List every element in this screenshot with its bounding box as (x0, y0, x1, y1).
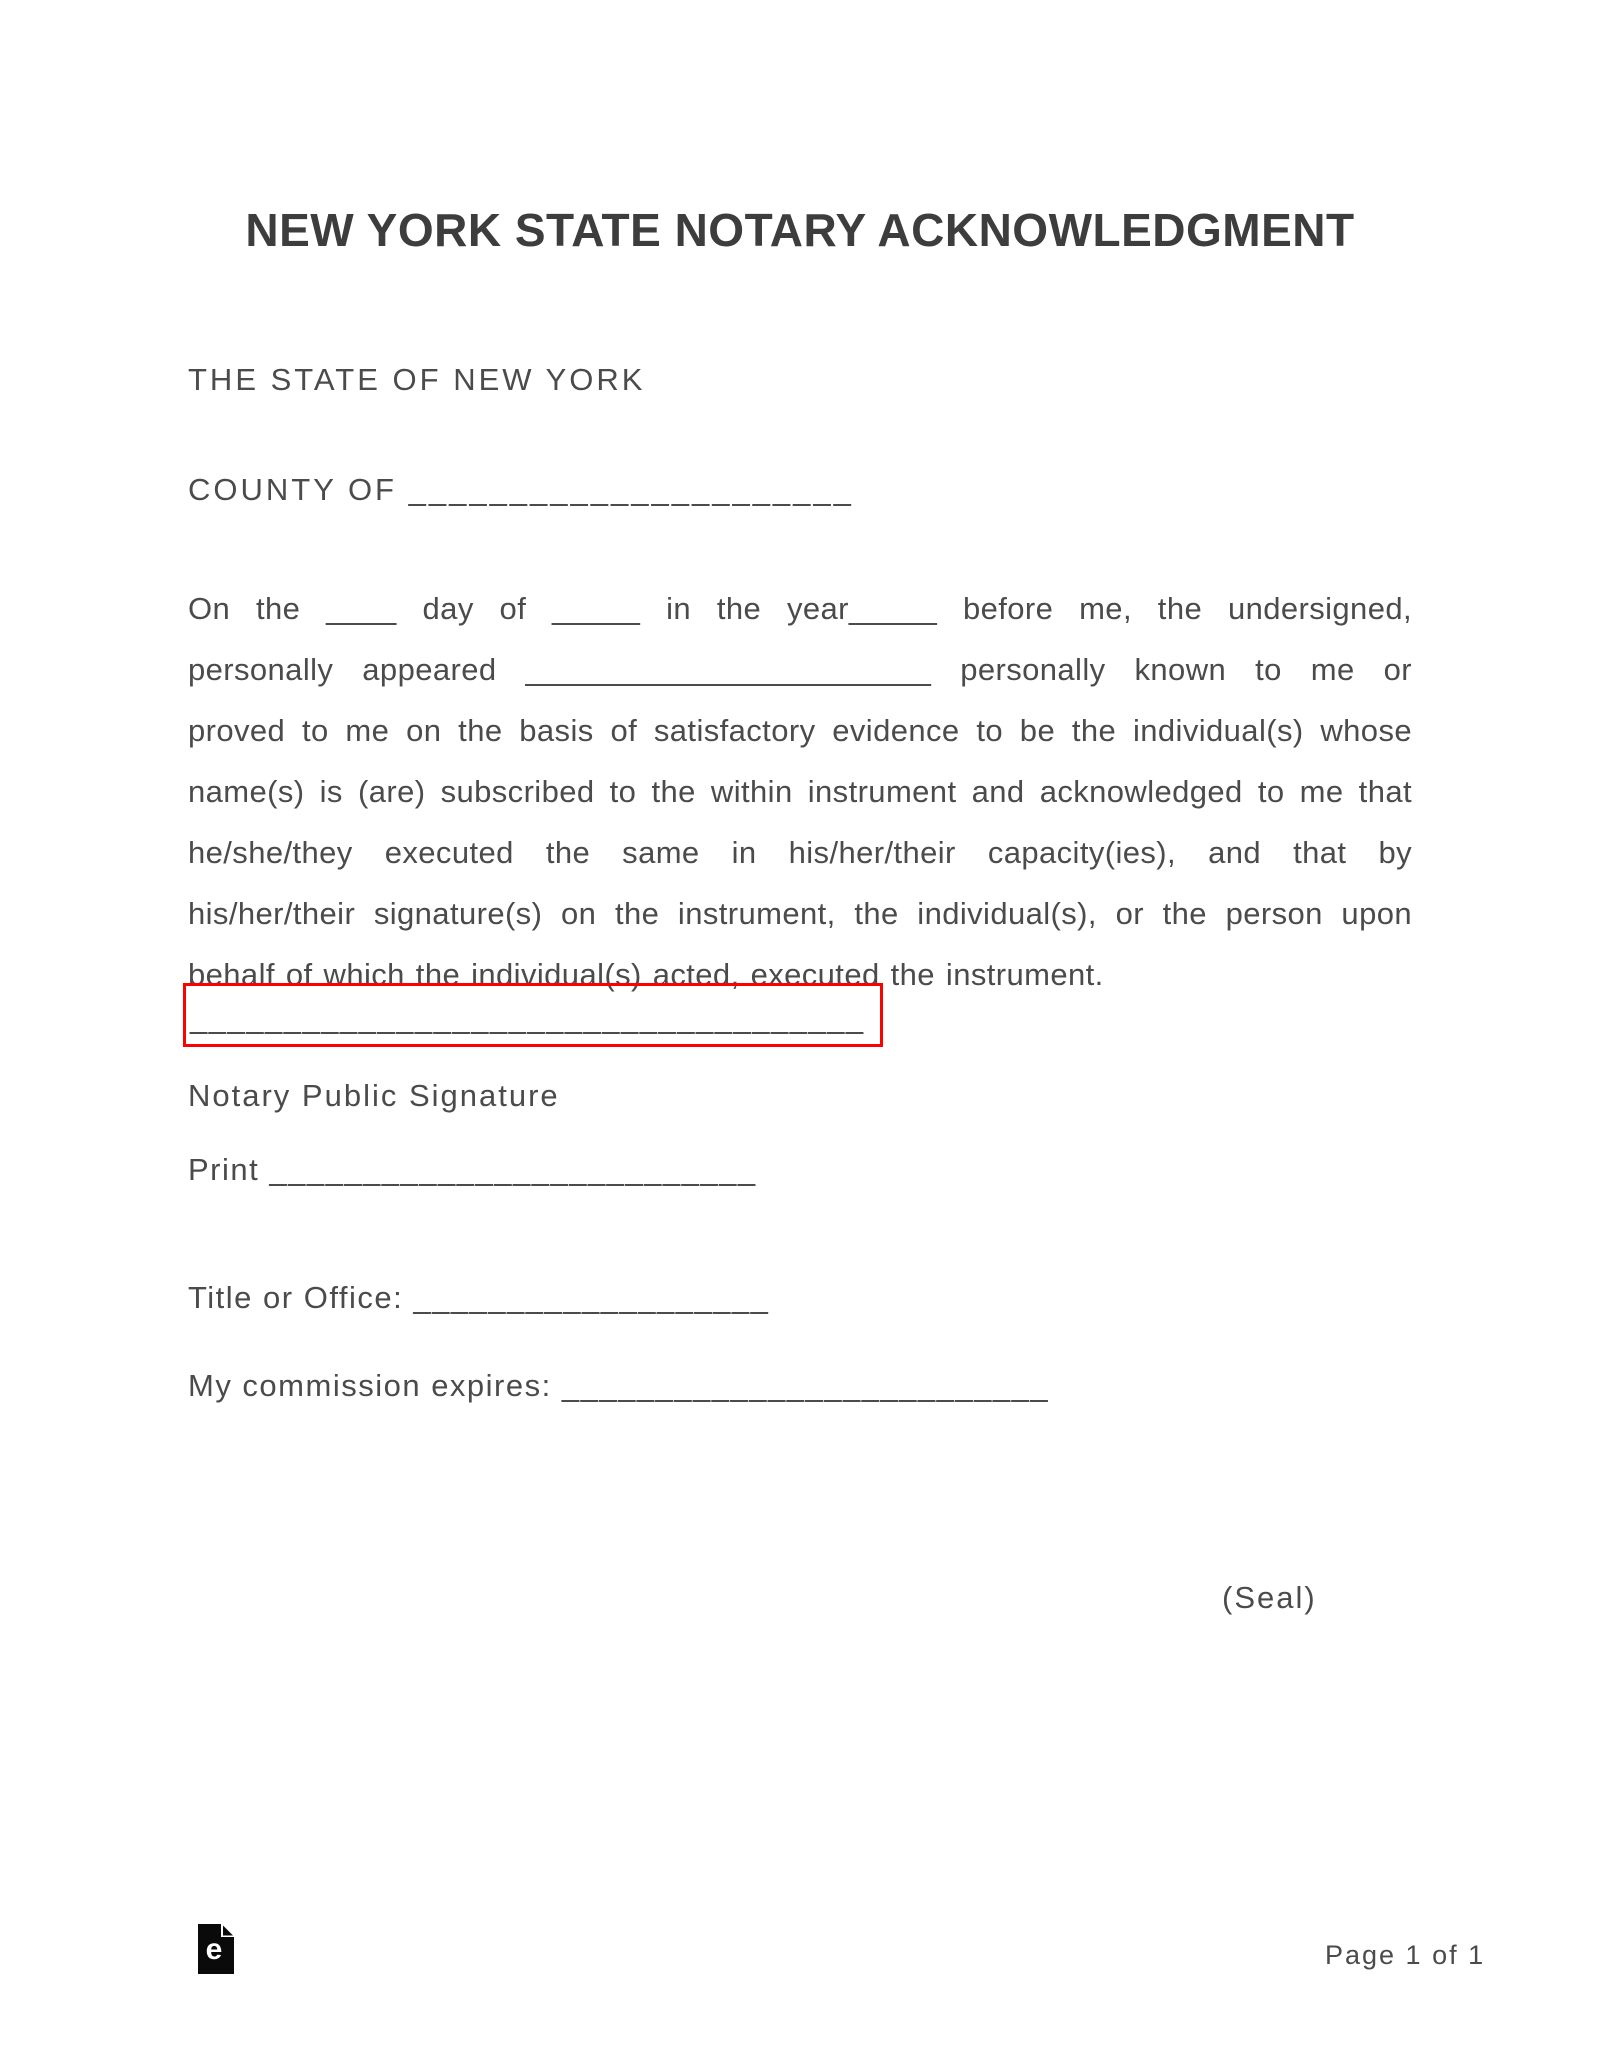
paragraph-line: he/she/they executed the same in his/her/their capacity(ies), and that by (188, 835, 1412, 870)
logo-letter: e (205, 1933, 223, 1966)
state-line: THE STATE OF NEW YORK (188, 362, 646, 397)
document-title: NEW YORK STATE NOTARY ACKNOWLEDGMENT (245, 204, 1355, 256)
eforms-logo-icon (198, 1924, 234, 1974)
acknowledgment-paragraph (188, 578, 1412, 1005)
paragraph-line: proved to me on the basis of satisfactory evidence to be the individual(s) whose (188, 713, 1412, 748)
paragraph-line: On the ____ day of _____ in the year_____ before me, the undersigned, (188, 591, 1412, 626)
print-name-line: Print __________________________ (188, 1152, 757, 1187)
notary-signature-label: Notary Public Signature (188, 1078, 560, 1113)
county-line: COUNTY OF ______________________ (188, 472, 854, 507)
notary-signature-blank: ____________________________________ (190, 1000, 865, 1035)
paragraph-line: name(s) is (are) subscribed to the within instrument and acknowledged to me that (188, 774, 1412, 809)
paragraph-line: his/her/their signature(s) on the instrument, the individual(s), or the person upon (188, 896, 1412, 931)
paragraph-line: personally appeared _______________________ personally known to me or (188, 652, 1412, 687)
title-or-office-line: Title or Office: ___________________ (188, 1280, 770, 1315)
paragraph-line: behalf of which the individual(s) acted, executed the instrument. (188, 957, 1104, 992)
page-indicator: Page 1 of 1 (1325, 1940, 1486, 1970)
commission-expires-line: My commission expires: __________________________ (188, 1368, 1050, 1403)
seal-placeholder: (Seal) (1222, 1580, 1317, 1615)
